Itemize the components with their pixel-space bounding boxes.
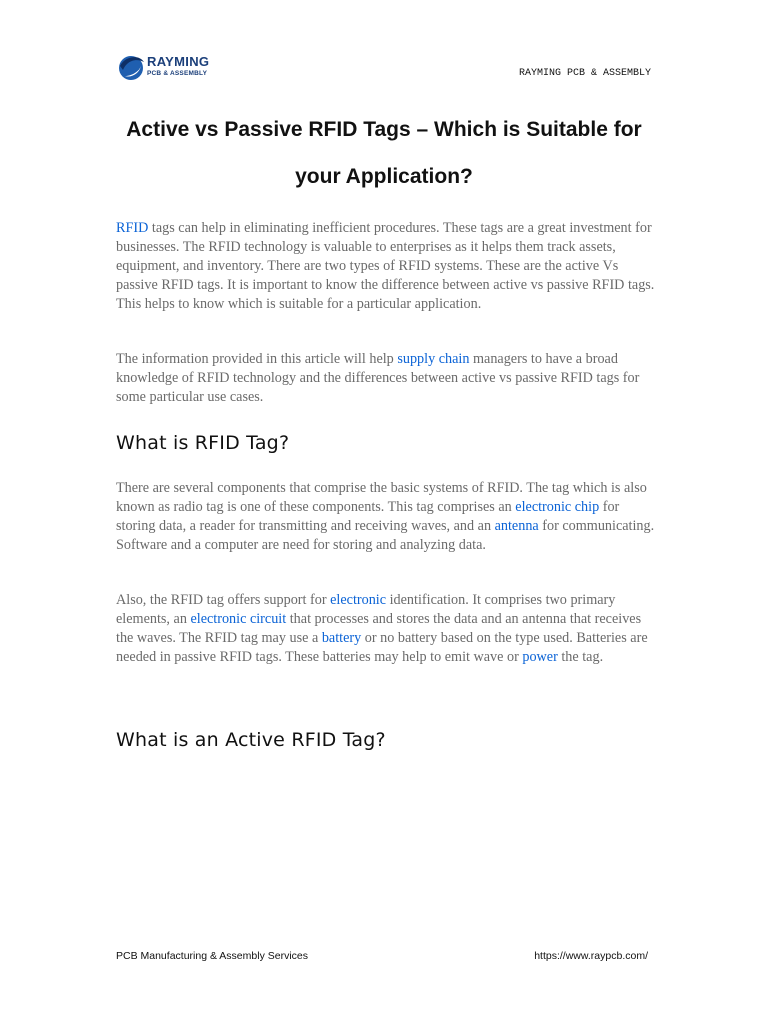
logo-brand-text: RAYMING <box>147 54 210 69</box>
footer-services-text: PCB Manufacturing & Assembly Services <box>116 950 308 962</box>
page-title-line-2: your Application? <box>295 165 473 188</box>
antenna-link[interactable]: antenna <box>494 518 539 534</box>
identification-text-1: Also, the RFID tag offers support for <box>116 592 331 608</box>
company-logo <box>117 50 227 84</box>
page-title-line-1: Active vs Passive RFID Tags – Which is Suitable for <box>126 118 642 141</box>
header-company-name: RAYMING PCB & ASSEMBLY <box>518 68 651 79</box>
footer-url[interactable]: https://www.raypcb.com/ <box>534 950 648 962</box>
info-text-2: managers to have a broad knowledge of RFID technology and the differences between active vs passive RFID tags for some particular use cases. <box>116 351 640 405</box>
intro-text: tags can help in eliminating inefficient procedures. These tags are a great investment for businesses. The RFID technology is valuable to enterprises as it helps them track assets, equipment, and inventory. There are two types of RFID systems. These are the active Vs passive RFID tags. It is important to know the difference between active vs passive RFID tags. This helps to know which is suitable for a particular application. <box>116 220 655 312</box>
logo-swirl-icon <box>117 52 145 82</box>
identification-text-4: or no battery based on the type used. Batteries are needed in passive RFID tags. These batteries may help to emit wave or <box>116 630 648 665</box>
components-text-2: for storing data, a reader for transmitting and receiving waves, and an <box>116 499 620 534</box>
section-heading-active-rfid-tag: What is an Active RFID Tag? <box>116 729 386 751</box>
components-text-1: There are several components that comprise the basic systems of RFID. The tag which is also known as radio tag is one of these components. This tag comprises an <box>116 480 647 515</box>
supply-chain-link[interactable]: supply chain <box>397 351 470 367</box>
info-paragraph <box>116 350 656 407</box>
electronic-link[interactable]: electronic <box>330 592 387 608</box>
battery-link[interactable]: battery <box>321 630 362 646</box>
intro-paragraph <box>116 219 656 314</box>
identification-text-2: identification. It comprises two primary elements, an <box>116 592 616 627</box>
identification-text-3: that processes and stores the data and an antenna that receives the waves. The RFID tag may use a <box>116 611 642 646</box>
section-heading-rfid-tag: What is RFID Tag? <box>116 432 290 454</box>
electronic-chip-link[interactable]: electronic chip <box>515 499 600 515</box>
power-link[interactable]: power <box>522 649 558 665</box>
rfid-link[interactable]: RFID <box>116 220 149 236</box>
electronic-circuit-link[interactable]: electronic circuit <box>190 611 287 627</box>
components-paragraph <box>116 479 656 555</box>
components-text-3: for communicating. Software and a computer are need for storing and analyzing data. <box>116 518 655 553</box>
identification-text-5: the tag. <box>557 649 604 665</box>
info-text-1: The information provided in this article will help <box>116 351 398 367</box>
logo-sub-text: PCB & ASSEMBLY <box>147 70 208 77</box>
identification-paragraph <box>116 591 656 667</box>
